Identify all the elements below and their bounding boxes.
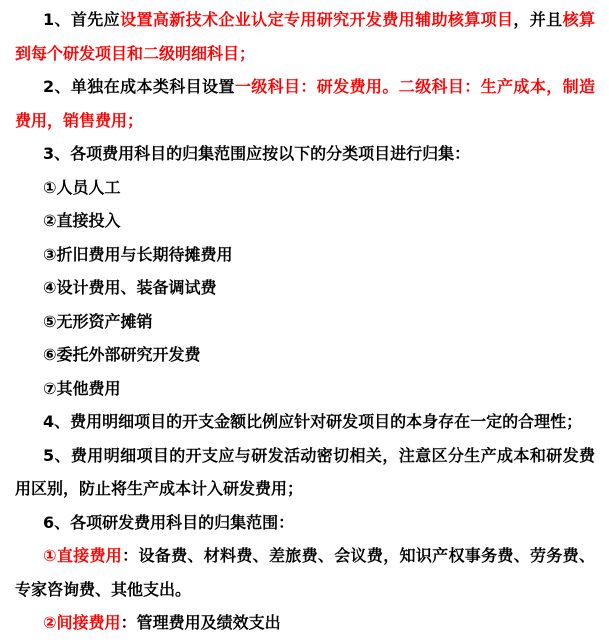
paragraph <box>15 606 595 640</box>
text-segment: ④设计费用、装备调试费 <box>43 278 217 297</box>
paragraph <box>15 271 595 305</box>
text-segment: ⑥委托外部研究开发费 <box>43 345 201 364</box>
text-segment: 3、各项费用科目的归集范围应按以下的分类项目进行归集： <box>43 144 471 163</box>
text-segment: ⑤无形资产摊销 <box>43 311 153 331</box>
paragraph <box>15 305 595 339</box>
text-segment: ，并且 <box>513 10 563 29</box>
paragraph <box>15 238 595 272</box>
text-segment: ①直接费用 <box>43 546 123 565</box>
text-segment: ①人员人工 <box>43 177 121 197</box>
paragraph <box>15 137 595 171</box>
paragraph <box>15 204 595 238</box>
text-segment: ：管理费用及绩效支出 <box>120 613 281 632</box>
paragraph <box>15 439 595 506</box>
text-segment: ②直接投入 <box>43 211 121 230</box>
text-segment: ②间接费用 <box>43 613 121 632</box>
text-segment: 4、费用明细项目的开支金额比例应针对研发项目的本身存在一定的合理性； <box>43 412 583 431</box>
text-segment: 5、费用明细项目的开支应与研发活动密切相关，注意区分生产成本和研发费用区别，防止将生产成本计入研发费用； <box>15 445 595 498</box>
paragraph <box>15 338 595 372</box>
paragraph <box>15 3 595 70</box>
paragraph <box>15 70 595 137</box>
text-segment: 一级科目：研发费用。二级科目：生产成本，制造费用，销售费用； <box>15 77 595 130</box>
document-body <box>15 3 595 640</box>
text-segment: 设置高新技术企业认定专用研究开发费用辅助核算项目 <box>120 10 514 29</box>
text-segment: 核算到每个研发项目和二级明细科目； <box>15 10 595 63</box>
text-segment: ：设备费、材料费、差旅费、会议费，知识产权事务费、劳务费、专家咨询费、其他支出。 <box>15 546 595 599</box>
paragraph <box>15 372 595 406</box>
paragraph <box>15 171 595 205</box>
text-segment: ⑦其他费用 <box>43 378 121 398</box>
text-segment: 6、各项研发费用科目的归集范围： <box>43 512 295 532</box>
text-segment: 1、首先应 <box>43 10 121 29</box>
text-segment: 2、单独在成本类科目设置 <box>43 77 235 96</box>
text-segment: ③折旧费用与长期待摊费用 <box>43 244 233 264</box>
paragraph <box>15 506 595 540</box>
paragraph <box>15 405 595 439</box>
paragraph <box>15 539 595 606</box>
